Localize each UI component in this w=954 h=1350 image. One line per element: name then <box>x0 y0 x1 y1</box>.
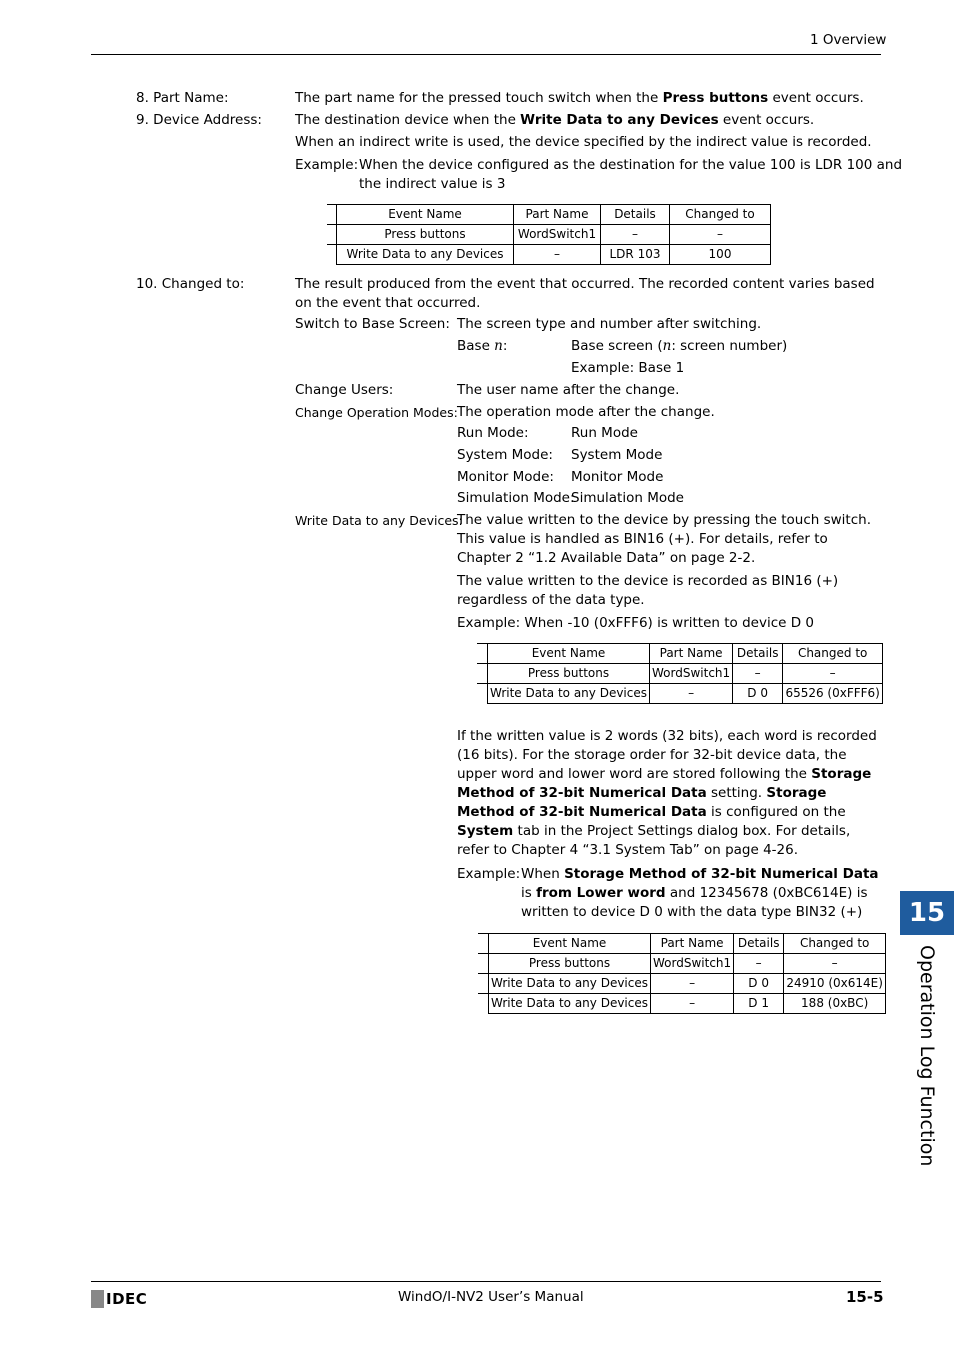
table-write-16bit <box>477 643 883 704</box>
col-details: Details <box>601 205 670 225</box>
changed-to-label: 10. Changed to: <box>136 276 245 292</box>
cell: – <box>651 974 734 994</box>
cell: WordSwitch1 <box>650 664 733 684</box>
cell: 100 <box>670 245 771 265</box>
logo-mark-icon <box>91 1290 104 1308</box>
cell: D 0 <box>733 684 783 704</box>
base-n-label: Base n: <box>457 338 508 354</box>
col-part-name: Part Name <box>650 644 733 664</box>
example-line-2: the indirect value is 3 <box>359 176 506 192</box>
cell: Write Data to any Devices <box>337 245 514 265</box>
cell: – <box>733 664 783 684</box>
table-device-address <box>327 204 771 265</box>
table-row <box>478 954 886 974</box>
table-header-row <box>327 205 771 225</box>
cell: Press buttons <box>337 225 514 245</box>
change-users-desc: The user name after the change. <box>457 382 680 398</box>
header-rule <box>91 54 881 55</box>
part-name-label: 8. Part Name: <box>136 90 229 106</box>
example-label: Example: <box>295 157 359 173</box>
mode-key: Monitor Mode: <box>457 469 554 485</box>
write-data-label: Write Data to any Devices: <box>295 513 463 528</box>
table-write-32bit <box>478 933 886 1014</box>
cell: WordSwitch1 <box>651 954 734 974</box>
cell: LDR 103 <box>601 245 670 265</box>
mode-value: Run Mode <box>571 425 638 441</box>
cell: WordSwitch1 <box>514 225 601 245</box>
base-screen-desc: Base screen (n: screen number) <box>571 338 788 354</box>
footer-rule <box>91 1281 881 1282</box>
write-data-p1: The value written to the device by pressing the touch switch. This value is handled as BIN16 (+). For details, refer to Chapter 2 “1.2 Available Data” on page 2-2. <box>457 512 871 566</box>
chapter-title: Operation Log Function <box>916 945 938 1167</box>
device-address-label: 9. Device Address: <box>136 112 262 128</box>
logo-text: IDEC <box>106 1290 148 1308</box>
table-row <box>478 974 886 994</box>
idec-logo <box>91 1290 147 1308</box>
cell: 24910 (0x614E) <box>784 974 886 994</box>
cell: – <box>784 954 886 974</box>
col-event-name: Event Name <box>488 644 650 664</box>
changed-to-desc: The result produced from the event that occurred. The recorded content varies based on the event that occurred. <box>295 276 875 311</box>
cell: Press buttons <box>488 664 650 684</box>
cell: 188 (0xBC) <box>784 994 886 1014</box>
cell: 65526 (0xFFF6) <box>783 684 883 704</box>
cell: – <box>670 225 771 245</box>
table-row <box>477 664 883 684</box>
table-row <box>478 994 886 1014</box>
mode-key: Simulation Mode: <box>457 490 575 506</box>
switch-base-label: Switch to Base Screen: <box>295 316 450 332</box>
device-address-desc: The destination device when the Write Data to any Devices event occurs. <box>295 112 815 128</box>
col-changed-to: Changed to <box>670 205 771 225</box>
table-row <box>327 245 771 265</box>
cell: – <box>650 684 733 704</box>
cell: – <box>783 664 883 684</box>
col-event-name: Event Name <box>337 205 514 225</box>
cell: – <box>601 225 670 245</box>
cell: D 1 <box>734 994 784 1014</box>
col-event-name: Event Name <box>489 934 651 954</box>
col-details: Details <box>733 644 783 664</box>
mode-key: Run Mode: <box>457 425 529 441</box>
cell: Press buttons <box>489 954 651 974</box>
table-header-row <box>478 934 886 954</box>
mode-value: System Mode <box>571 447 663 463</box>
cell: Write Data to any Devices <box>489 974 651 994</box>
write-data-p4: If the written value is 2 words (32 bits), each word is recorded (16 bits). For the storage order for 32-bit device data, the upper word and lower word are stored following the Storage Method of 32-bit Numerical Data setting. Storage Method of 32-bit Numerical Data is configured on the System tab in the Project Settings dialog box. For details, refer to Chapter 4 “3.1 System Tab” on page 4-26. <box>457 728 877 858</box>
chapter-title-vertical <box>906 945 946 1167</box>
cell: Write Data to any Devices <box>489 994 651 1014</box>
cell: D 0 <box>734 974 784 994</box>
indirect-note: When an indirect write is used, the device specified by the indirect value is recorded. <box>295 134 872 150</box>
col-changed-to: Changed to <box>783 644 883 664</box>
page-number: 15-5 <box>846 1288 884 1306</box>
change-modes-desc: The operation mode after the change. <box>457 404 715 420</box>
cell: – <box>514 245 601 265</box>
col-part-name: Part Name <box>514 205 601 225</box>
col-part-name: Part Name <box>651 934 734 954</box>
write-data-p3: Example: When -10 (0xFFF6) is written to device D 0 <box>457 615 815 631</box>
table-row <box>477 684 883 704</box>
example2-desc: When Storage Method of 32-bit Numerical Data is from Lower word and 12345678 (0xBC614E) is written to device D 0 with the data type BIN32 (+) <box>521 866 879 920</box>
cell: Write Data to any Devices <box>488 684 650 704</box>
write-data-p2: The value written to the device is recorded as BIN16 (+) regardless of the data type. <box>457 573 839 608</box>
col-details: Details <box>734 934 784 954</box>
switch-base-desc: The screen type and number after switching. <box>457 316 762 332</box>
table-row <box>327 225 771 245</box>
change-users-label: Change Users: <box>295 382 394 398</box>
section-header: 1 Overview <box>810 32 887 48</box>
mode-value: Monitor Mode <box>571 469 664 485</box>
example2-label: Example: <box>457 866 521 882</box>
change-modes-label: Change Operation Modes: <box>295 405 458 420</box>
table-header-row <box>477 644 883 664</box>
manual-title: WindO/I-NV2 User’s Manual <box>398 1289 584 1305</box>
mode-key: System Mode: <box>457 447 553 463</box>
chapter-tab: 15 <box>900 891 954 935</box>
mode-value: Simulation Mode <box>571 490 684 506</box>
col-changed-to: Changed to <box>784 934 886 954</box>
cell: – <box>651 994 734 1014</box>
example-line-1: When the device configured as the destination for the value 100 is LDR 100 and <box>359 157 903 173</box>
part-name-desc: The part name for the pressed touch switch when the Press buttons event occurs. <box>295 90 864 106</box>
base-example: Example: Base 1 <box>571 360 685 376</box>
cell: – <box>734 954 784 974</box>
